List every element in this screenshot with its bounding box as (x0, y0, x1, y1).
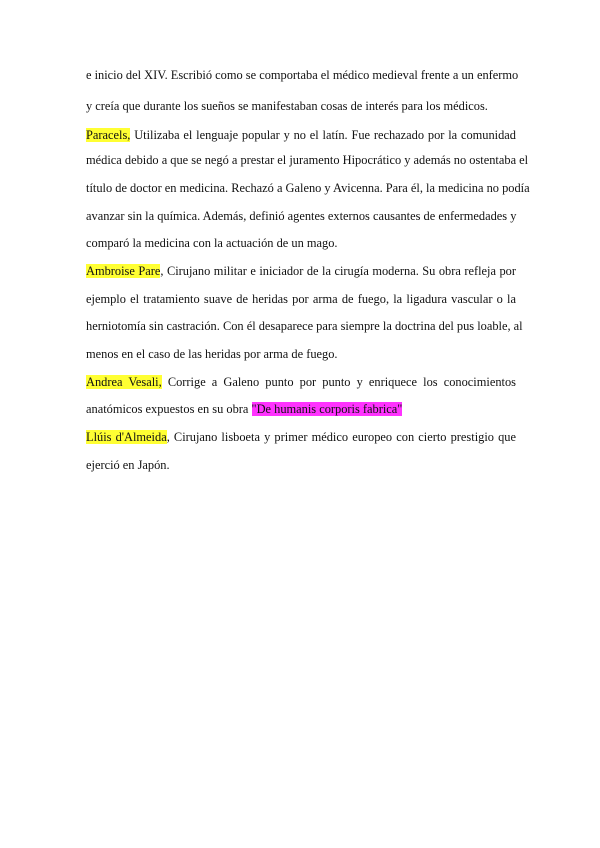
paragraph-vesali-line (86, 374, 516, 390)
line-text: comparó la medicina con la actuación de un mago. (86, 236, 338, 250)
line-text: ejerció en Japón. (86, 458, 170, 472)
line-text: herniotomía sin castración. Con él desaparece para siempre la doctrina del pus loable, al (86, 319, 523, 333)
text-line (86, 152, 529, 168)
text-line (86, 208, 516, 224)
line-text: e inicio del XIV. Escribió como se comportaba el médico medieval frente a un enfermo (86, 68, 519, 82)
highlighted-name-pare: Ambroise Pare (86, 264, 161, 278)
highlighted-name-vesali: Andrea Vesali, (86, 375, 162, 389)
line-text: y creía que durante los sueños se manifestaban cosas de interés para los médicos. (86, 99, 488, 113)
line-text: avanzar sin la química. Además, definió agentes externos causantes de enfermedades y (86, 209, 517, 223)
text-line (86, 291, 516, 307)
line-text: Utilizaba el lenguaje popular y no el latín. Fue rechazado por la comunidad (130, 128, 516, 142)
line-text: médica debido a que se negó a prestar el juramento Hipocrático y además no ostentaba el (86, 153, 529, 167)
line-text: ejemplo el tratamiento suave de heridas por arma de fuego, la ligadura vascular o la (86, 292, 516, 306)
highlighted-name-paracels: Paracels, (86, 128, 131, 142)
paragraph-almeida-line (86, 429, 516, 445)
line-text: Corrige a Galeno punto por punto y enriquece los conocimientos (161, 375, 516, 389)
line-text: , Cirujano militar e iniciador de la cirugía moderna. Su obra refleja por (160, 264, 516, 278)
text-line (86, 346, 516, 362)
line-text: , Cirujano lisboeta y primer médico europeo con cierto prestigio que (166, 430, 516, 444)
text-line (86, 318, 523, 334)
text-line (86, 67, 519, 83)
text-line (86, 98, 516, 114)
text-line (86, 457, 516, 473)
text-line (86, 401, 516, 417)
highlighted-book-title: "De humanis corporis fabrica" (251, 402, 403, 416)
line-text: título de doctor en medicina. Rechazó a Galeno y Avicenna. Para él, la medicina no podía (86, 181, 530, 195)
paragraph-pare-line (86, 263, 516, 279)
line-text: anatómicos expuestos en su obra (86, 402, 252, 416)
line-text: menos en el caso de las heridas por arma de fuego. (86, 347, 338, 361)
text-line (86, 235, 516, 251)
highlighted-name-almeida: Llúis d'Almeida (86, 430, 167, 444)
text-line (86, 180, 530, 196)
paragraph-paracels-line (86, 127, 516, 143)
